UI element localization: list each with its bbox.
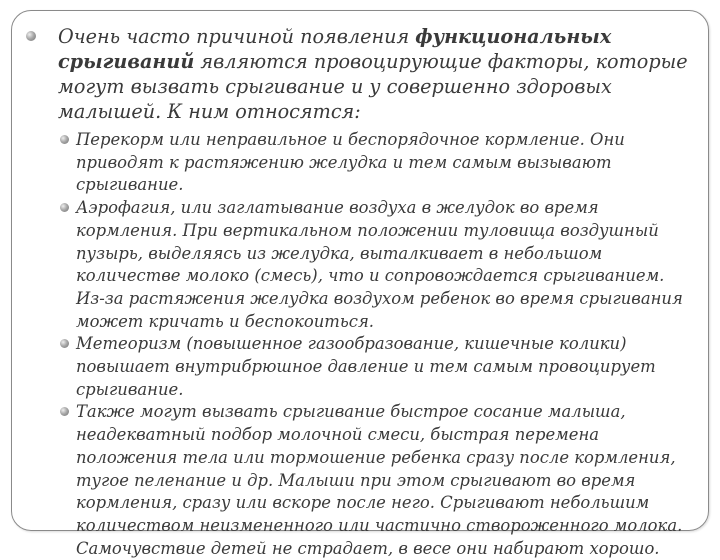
bullet-icon <box>60 203 69 212</box>
intro-suffix: являются провоцирующие факторы, которые могут вызвать срыгивание и у совершенно здоровых малышей. К ним относятся: <box>58 50 688 123</box>
list-item-text: Перекорм или неправильное и беспорядочное кормление. Они приводят к растяжению желудка и тем самым вызывают срыгивание. <box>76 130 625 195</box>
list-item-text: Метеоризм (повышенное газообразование, кишечные колики) повышает внутрибрюшное давление и тем самым провоцирует срыгивание. <box>76 334 656 399</box>
list-item <box>22 401 698 560</box>
list-item-text: Также могут вызвать срыгивание быстрое сосание малыша, неадекватный подбор молочной смеси, быстрая перемена положения тела или тормошение ребенка сразу после кормления, тугое пеленание и др. Малыши при этом срыгивают во время кормления, сразу или вскоре после него. Срыгивают небольшим количеством неизмененного или частично створоженного молока. Самочувствие детей не страдает, в весе они набирают хорошо. <box>76 402 683 558</box>
intro-emphasis: функциональных срыгиваний <box>58 25 612 73</box>
slide-content <box>22 24 698 560</box>
bullet-icon <box>60 135 69 144</box>
bullet-icon <box>60 339 69 348</box>
bullet-icon <box>60 407 69 416</box>
factors-list <box>22 129 698 560</box>
bullet-icon <box>26 31 36 41</box>
list-item-text: Аэрофагия, или заглатывание воздуха в желудок во время кормления. При вертикальном положении туловища воздушный пузырь, выделяясь из желудка, выталкивает в небольшом количестве молоко (смесь), что и сопровождается срыгиванием. Из-за растяжения желудка воздухом ребенок во время срыгивания может кричать и беспокоиться. <box>76 198 683 331</box>
list-item <box>22 129 698 197</box>
intro-prefix: Очень часто причиной появления <box>58 25 410 48</box>
intro-paragraph <box>22 24 698 124</box>
list-item <box>22 333 698 401</box>
list-item <box>22 197 698 333</box>
